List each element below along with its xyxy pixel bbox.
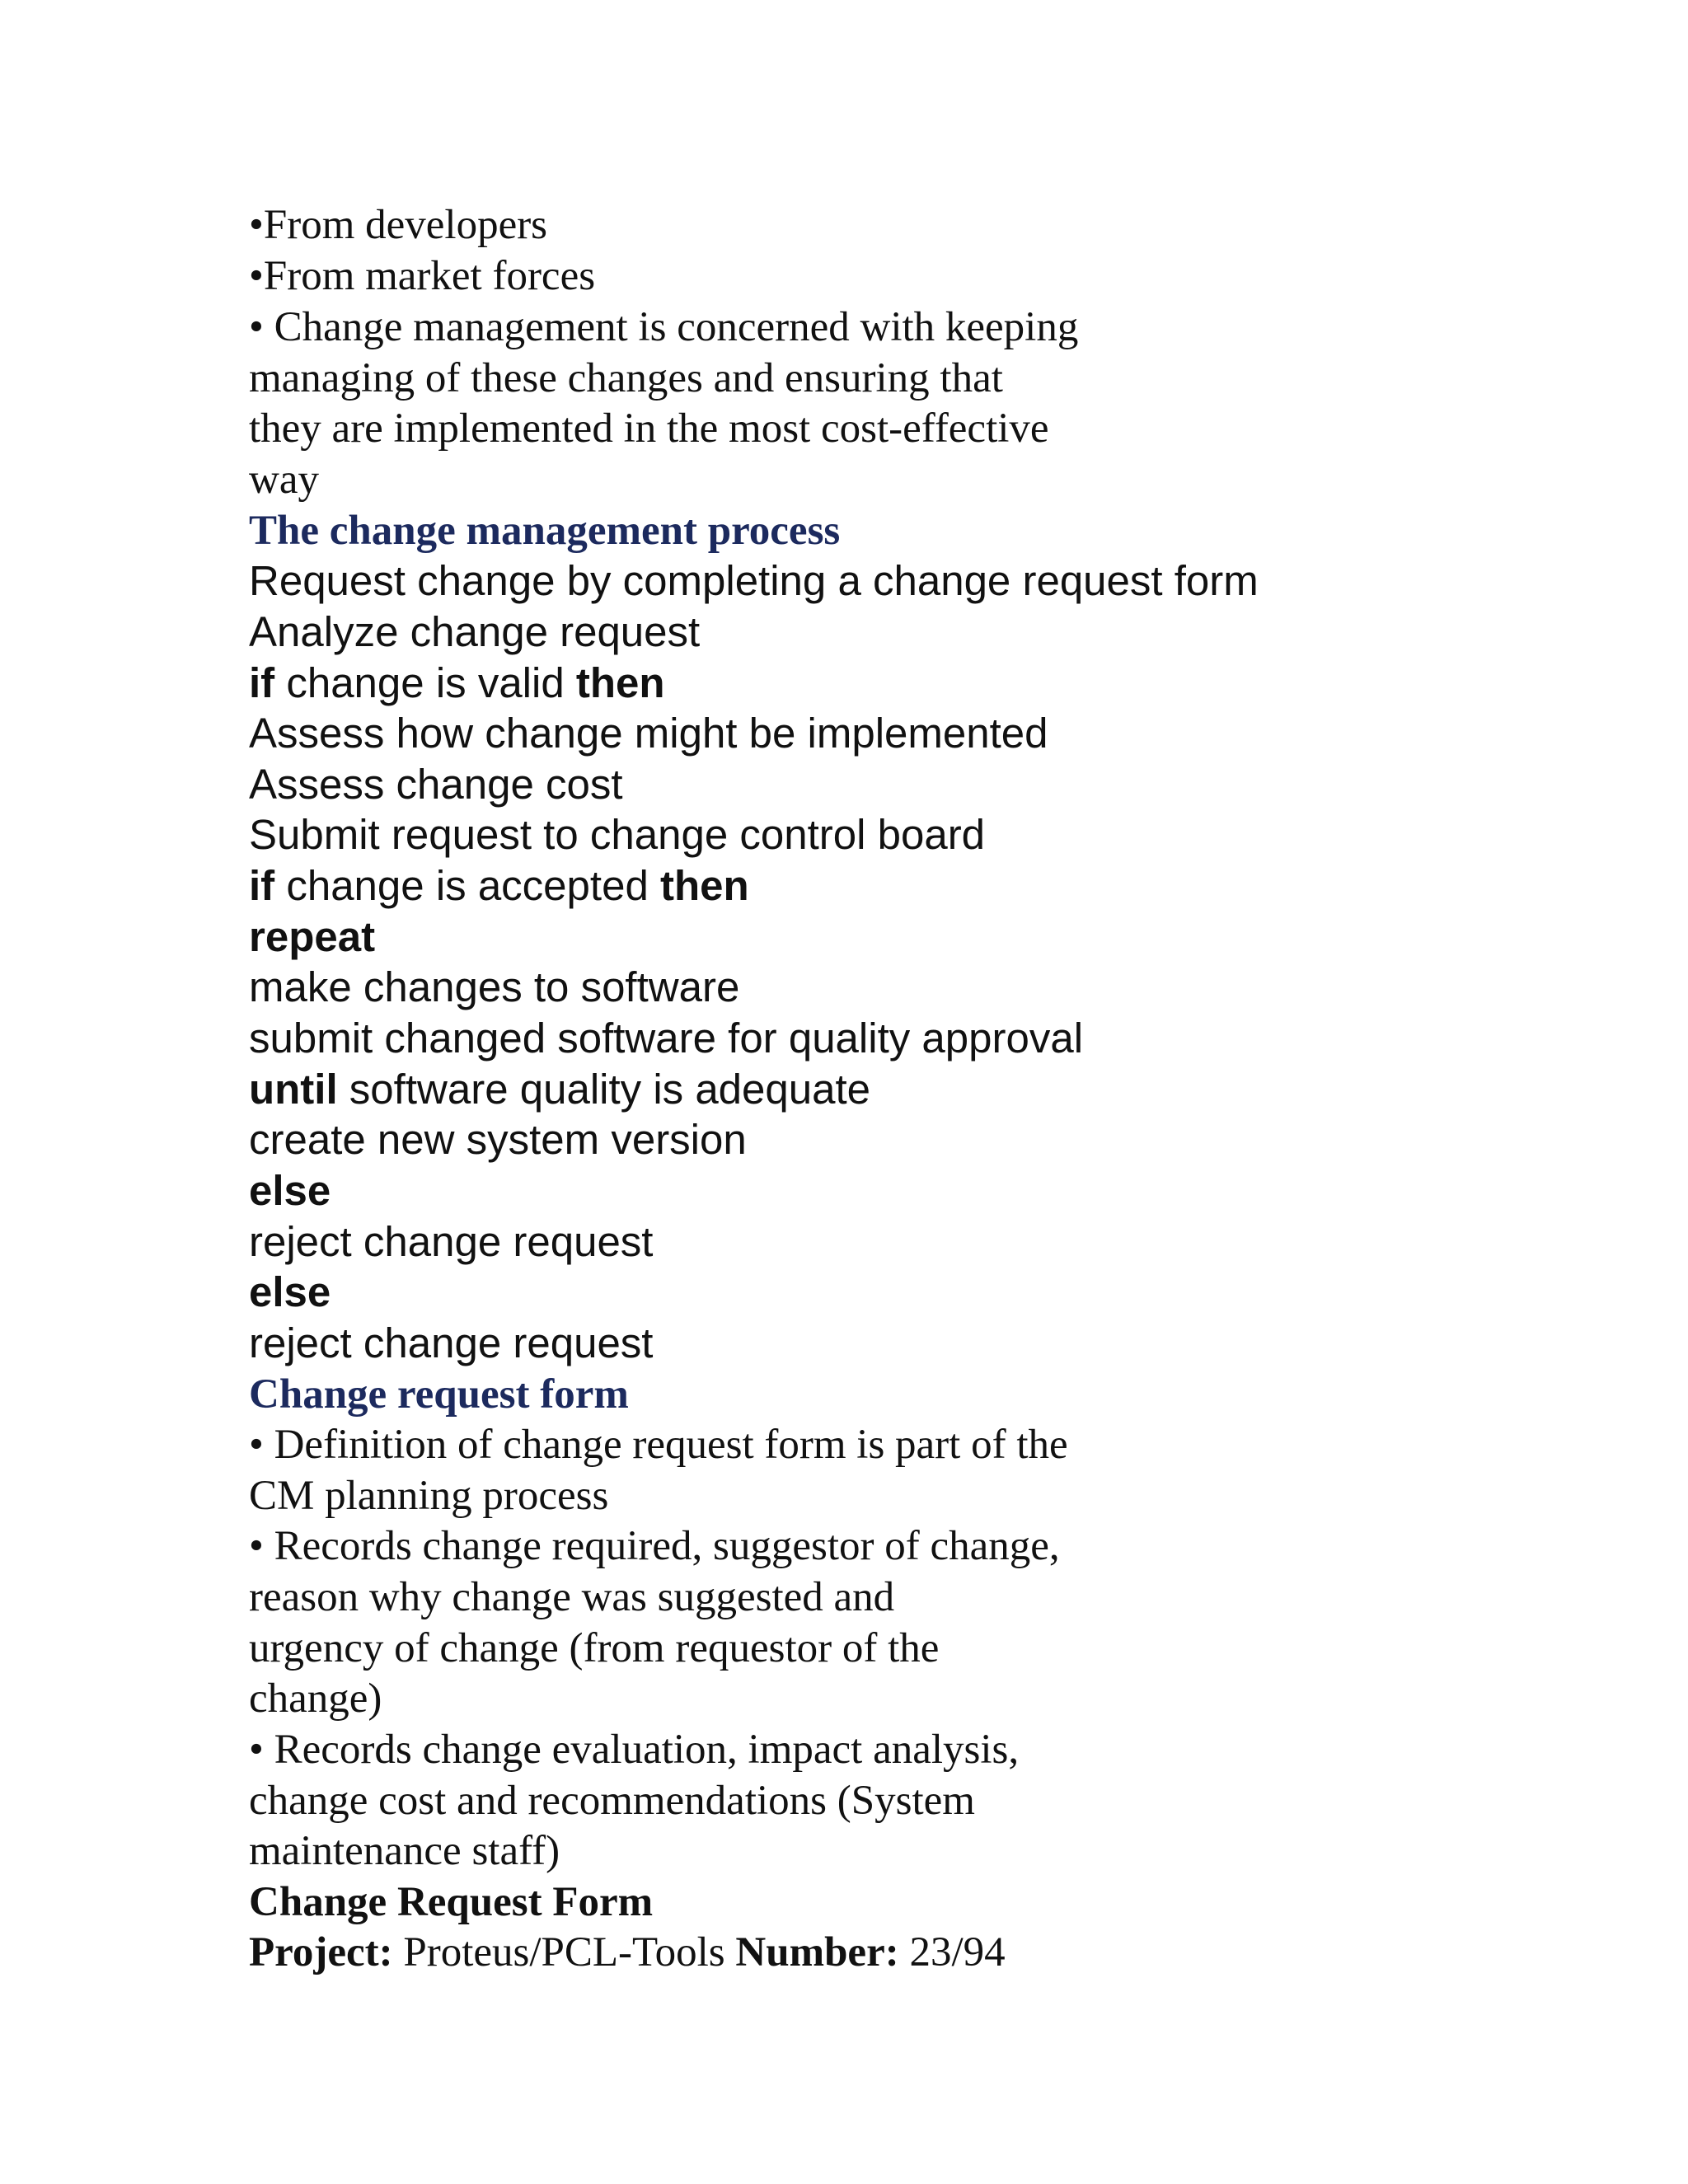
process-step-assess-cost: Assess change cost: [249, 761, 623, 808]
bullet-from-market-forces: •From market forces: [249, 253, 596, 299]
process-if-accepted: [249, 860, 749, 912]
form-bullet-line: change cost and recommendations (System: [249, 1778, 975, 1824]
number-value: 23/94: [898, 1929, 1006, 1975]
process-step-submit-quality: submit changed software for quality approval: [249, 1015, 1084, 1062]
bullet-from-developers: •From developers: [249, 202, 548, 248]
keyword-if: if: [249, 862, 275, 909]
form-bullet-line: change): [249, 1675, 382, 1722]
form-bullet-line: urgency of change (from requestor of the: [249, 1625, 940, 1671]
project-value: Proteus/PCL-Tools: [392, 1929, 736, 1975]
process-step-make-changes: make changes to software: [249, 963, 740, 1010]
process-step-reject: reject change request: [249, 1218, 654, 1265]
change-request-form-heading: Change request form: [249, 1371, 629, 1418]
process-step-submit-board: Submit request to change control board: [249, 811, 986, 858]
keyword-repeat: repeat: [249, 913, 376, 960]
cm-paragraph-line: • Change management is concerned with keeping: [249, 304, 1079, 350]
form-bullet-line: CM planning process: [249, 1473, 609, 1519]
form-bullet-line: • Records change evaluation, impact analysis,: [249, 1727, 1020, 1773]
keyword-else: else: [249, 1268, 331, 1315]
form-bullet-line: • Records change required, suggestor of change,: [249, 1523, 1060, 1569]
cm-paragraph-line: way: [249, 457, 319, 503]
condition-text: software quality is adequate: [337, 1066, 871, 1113]
number-label: Number:: [735, 1929, 899, 1975]
cm-paragraph-line: they are implemented in the most cost-effective: [249, 405, 1049, 452]
keyword-else: else: [249, 1167, 331, 1214]
form-bullet-line: reason why change was suggested and: [249, 1574, 895, 1620]
keyword-then: then: [575, 659, 665, 706]
crf-title: Change Request Form: [249, 1879, 654, 1925]
form-bullet-line: maintenance staff): [249, 1828, 560, 1874]
process-step-request: Request change by completing a change request form: [249, 557, 1259, 604]
keyword-until: until: [249, 1066, 338, 1113]
crf-project-line: [249, 1927, 1006, 1978]
process-if-valid: [249, 658, 665, 709]
process-step-create-version: create new system version: [249, 1116, 747, 1163]
process-until: [249, 1064, 870, 1115]
process-step-analyze: Analyze change request: [249, 608, 701, 655]
process-heading: The change management process: [249, 508, 841, 554]
cm-paragraph-line: managing of these changes and ensuring that: [249, 355, 1003, 401]
condition-text: change is accepted: [274, 862, 660, 909]
project-label: Project:: [249, 1929, 393, 1975]
form-bullet-line: • Definition of change request form is part of the: [249, 1422, 1068, 1468]
keyword-then: then: [659, 862, 749, 909]
process-step-reject: reject change request: [249, 1319, 654, 1366]
keyword-if: if: [249, 659, 275, 706]
condition-text: change is valid: [274, 659, 576, 706]
process-step-assess-implementation: Assess how change might be implemented: [249, 710, 1048, 757]
